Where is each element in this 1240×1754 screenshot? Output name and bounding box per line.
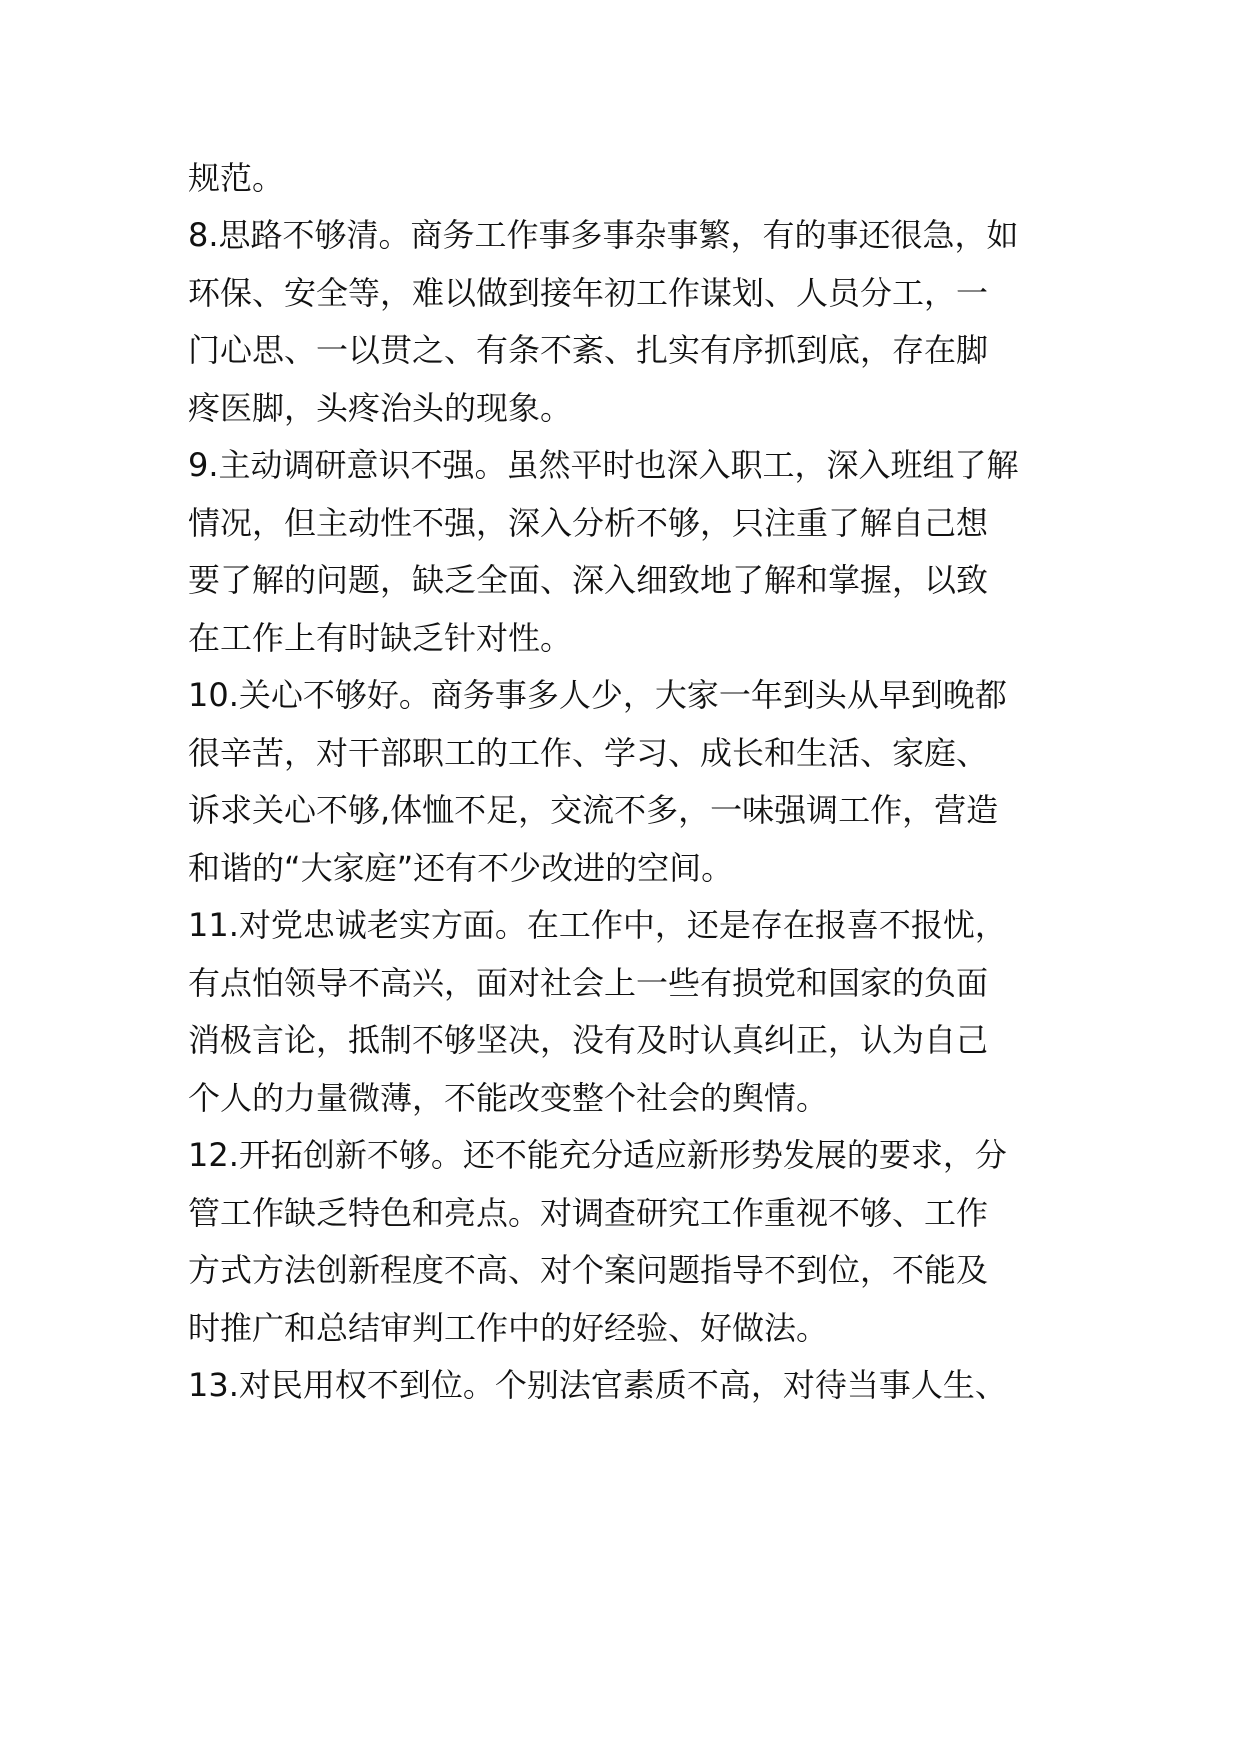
text-line: 情况，但主动性不强，深入分析不够，只注重了解自己想	[188, 504, 989, 542]
text-line: 时推广和总结审判工作中的好经验、好做法。	[188, 1309, 829, 1347]
text-line: 疼医脚，头疼治头的现象。	[188, 389, 573, 427]
text-line: 11.对党忠诚老实方面。在工作中，还是存在报喜不报忧，	[188, 906, 1007, 944]
text-line: 有点怕领导不高兴，面对社会上一些有损党和国家的负面	[188, 964, 989, 1002]
text-line: 很辛苦，对干部职工的工作、学习、成长和生活、家庭、	[188, 734, 989, 772]
text-line: 管工作缺乏特色和亮点。对调查研究工作重视不够、工作	[188, 1194, 989, 1232]
text-line: 8.思路不够清。商务工作事多事杂事繁，有的事还很急，如	[188, 216, 1019, 254]
text-line: 10.关心不够好。商务事多人少，大家一年到头从早到晚都	[188, 676, 1007, 714]
text-line: 在工作上有时缺乏针对性。	[188, 619, 573, 657]
text-line: 方式方法创新程度不高、对个案问题指导不到位，不能及	[188, 1251, 989, 1289]
text-line: 个人的力量微薄，不能改变整个社会的舆情。	[188, 1079, 829, 1117]
text-line: 规范。	[188, 159, 285, 197]
text-line: 12.开拓创新不够。还不能充分适应新形势发展的要求，分	[188, 1136, 1007, 1174]
text-line: 门心思、一以贯之、有条不紊、扎实有序抓到底，存在脚	[188, 331, 989, 369]
text-line: 环保、安全等，难以做到接年初工作谋划、人员分工，一	[188, 274, 989, 312]
text-line: 要了解的问题，缺乏全面、深入细致地了解和掌握，以致	[188, 561, 989, 599]
text-line: 13.对民用权不到位。个别法官素质不高，对待当事人生、	[188, 1366, 1007, 1404]
text-line: 和谐的“大家庭”还有不少改进的空间。	[188, 849, 734, 887]
text-line: 9.主动调研意识不强。虽然平时也深入职工，深入班组了解	[188, 446, 1019, 484]
text-line: 消极言论，抵制不够坚决，没有及时认真纠正，认为自己	[188, 1021, 989, 1059]
text-line: 诉求关心不够,体恤不足，交流不多，一味强调工作，营造	[188, 791, 999, 829]
